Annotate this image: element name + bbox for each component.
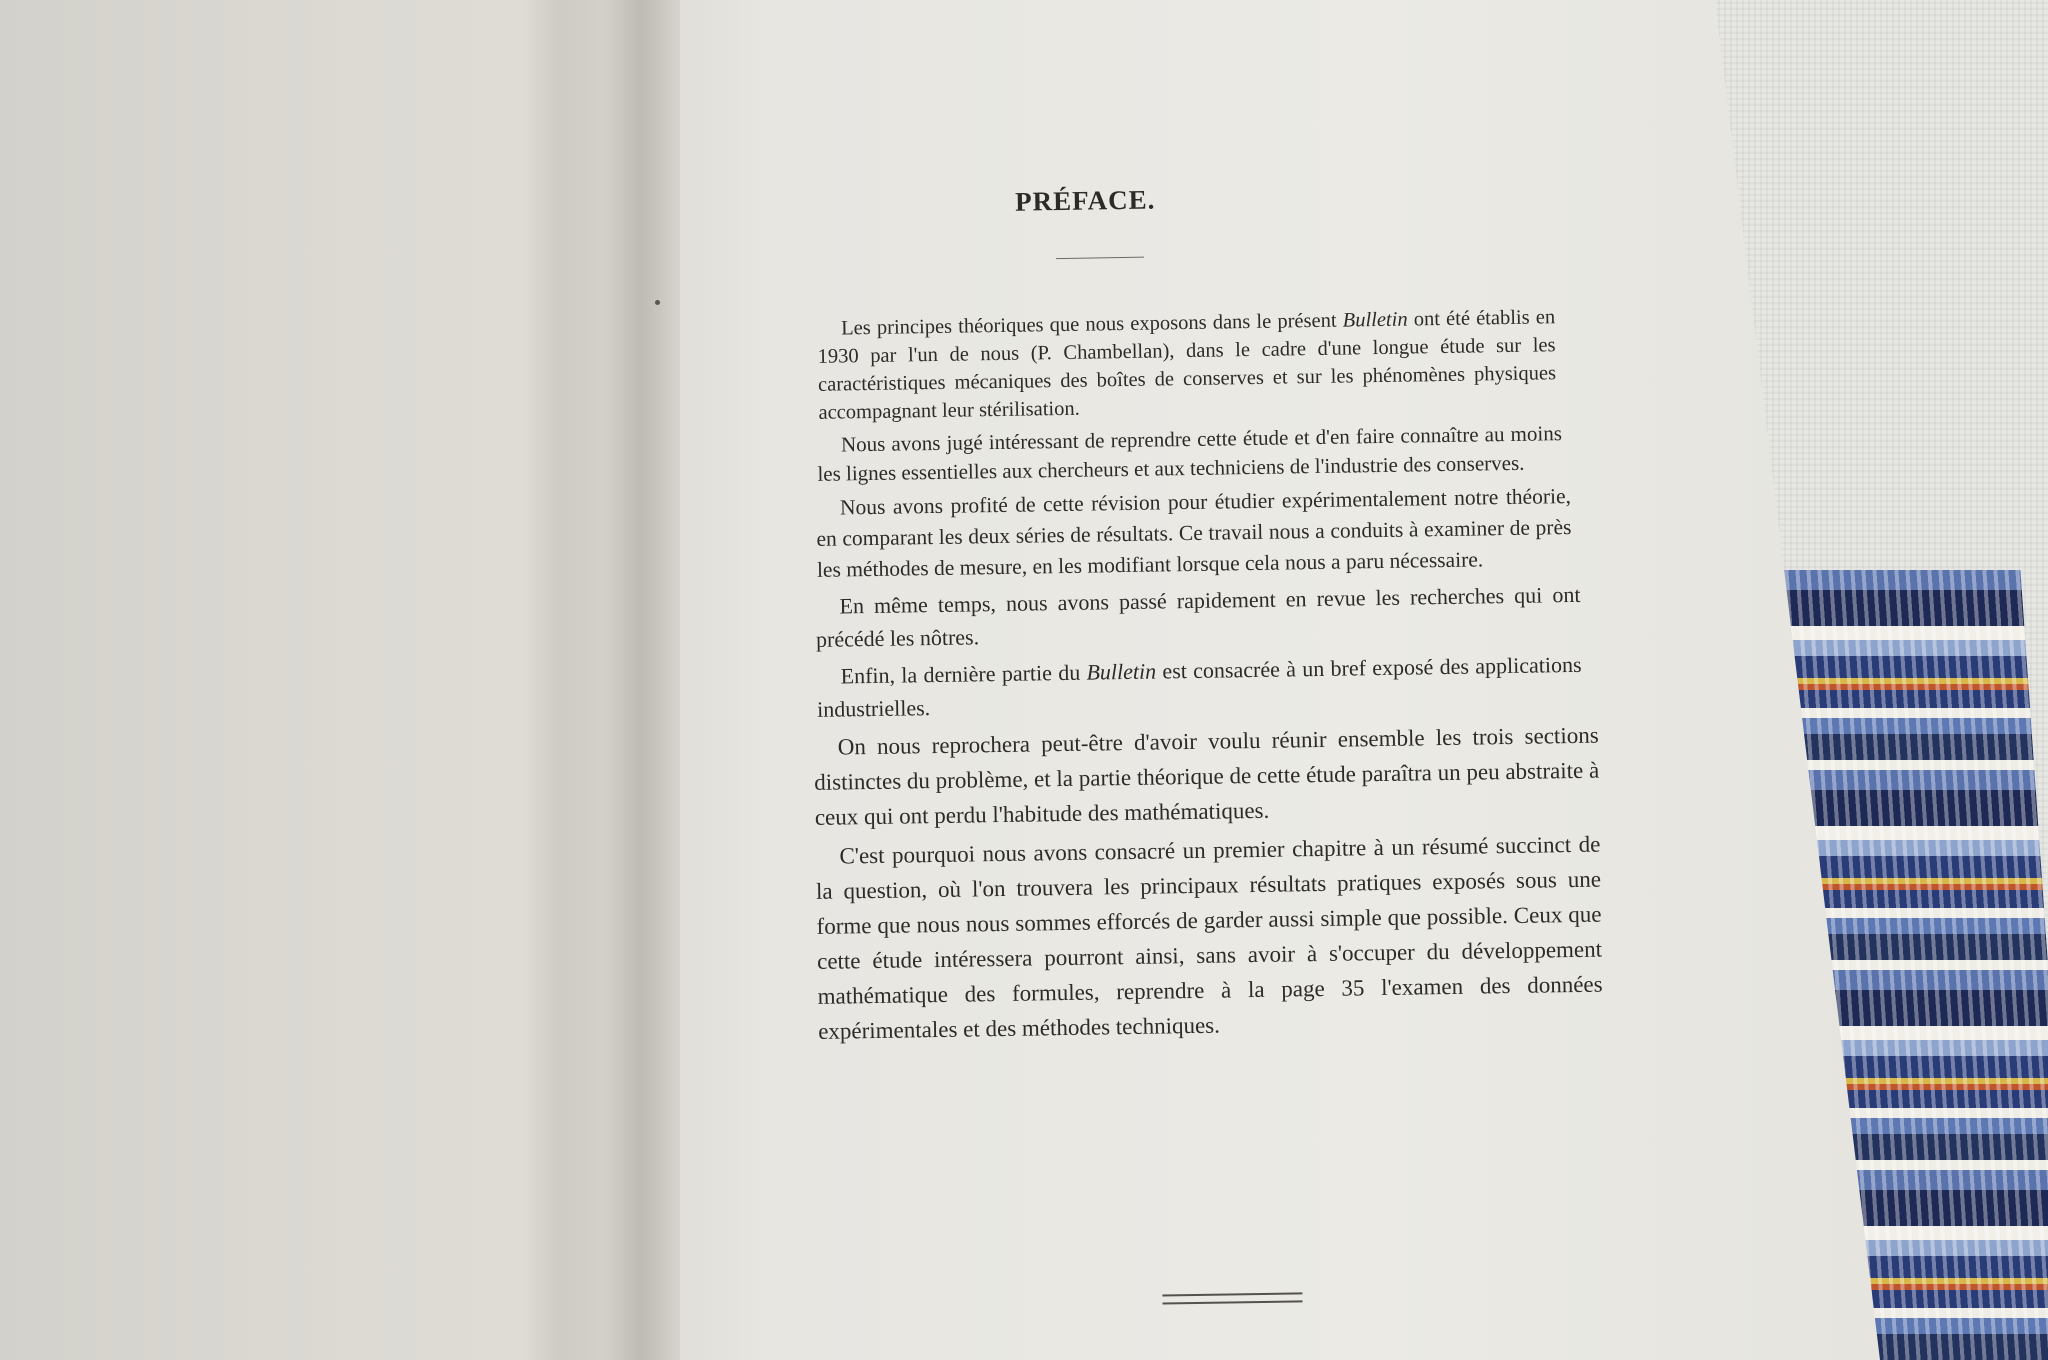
body-text [807,302,1618,1052]
title-rule [1056,257,1144,259]
left-page-shadow [520,0,600,1360]
page-title: PRÉFACE. [1014,184,1156,217]
paragraph-3: Nous avons profité de cette révision pour étudier expérimentalement notre théorie, en comparant les deux séries de résultats. Ce travail nous a conduits à examiner de près les méthodes de mesure, en les modifiant lorsque cela nous a paru nécessaire. [816,484,1572,582]
end-double-rule [1162,1292,1302,1304]
paragraph-4: En même temps, nous avons passé rapidement en revue les recherches qui ont précédé les nôtres. [815,581,1581,652]
staple-hole [655,300,660,305]
paragraph-6: On nous reprochera peut-être d'avoir voulu réunir ensemble les trois sections distinctes du problème, et la partie théorique de cette étude paraîtra un peu abstraite à ceux qui ont perdu l'habitude des mathématiques. [814,722,1600,830]
preface-content [805,177,1633,1320]
paragraph-5: Enfin, la dernière partie du Bulletin est consacrée à un bref exposé des applications industrielles. [816,651,1582,722]
paragraph-1: Les principes théoriques que nous exposons dans le présent Bulletin ont été établis en 1930 par l'un de nous (P. Chambellan), dans le cadre d'une longue étude sur les caractéristiques mécaniques des boîtes de conserves et sur les phénomènes physiques accompagnant leur stérilisation. [817,306,1557,424]
paragraph-7: C'est pourquoi nous avons consacré un premier chapitre à un résumé succinct de la question, où l'on trouvera les principaux résultats pratiques exposés sous une forme que nous nous sommes efforcés de garder aussi simple que possible. Ceux que cette étude intéressera pourront ainsi, sans avoir à s'occuper du développement mathématique des formules, reprendre à la page 35 l'examen des données expérimentales et des méthodes techniques. [815,831,1603,1044]
book-gutter [610,0,680,1360]
paragraph-2: Nous avons jugé intéressant de reprendre cette étude et d'en faire connaître au moins les lignes essentielles aux chercheurs et aux techniciens de l'industrie des conserves. [817,421,1563,486]
